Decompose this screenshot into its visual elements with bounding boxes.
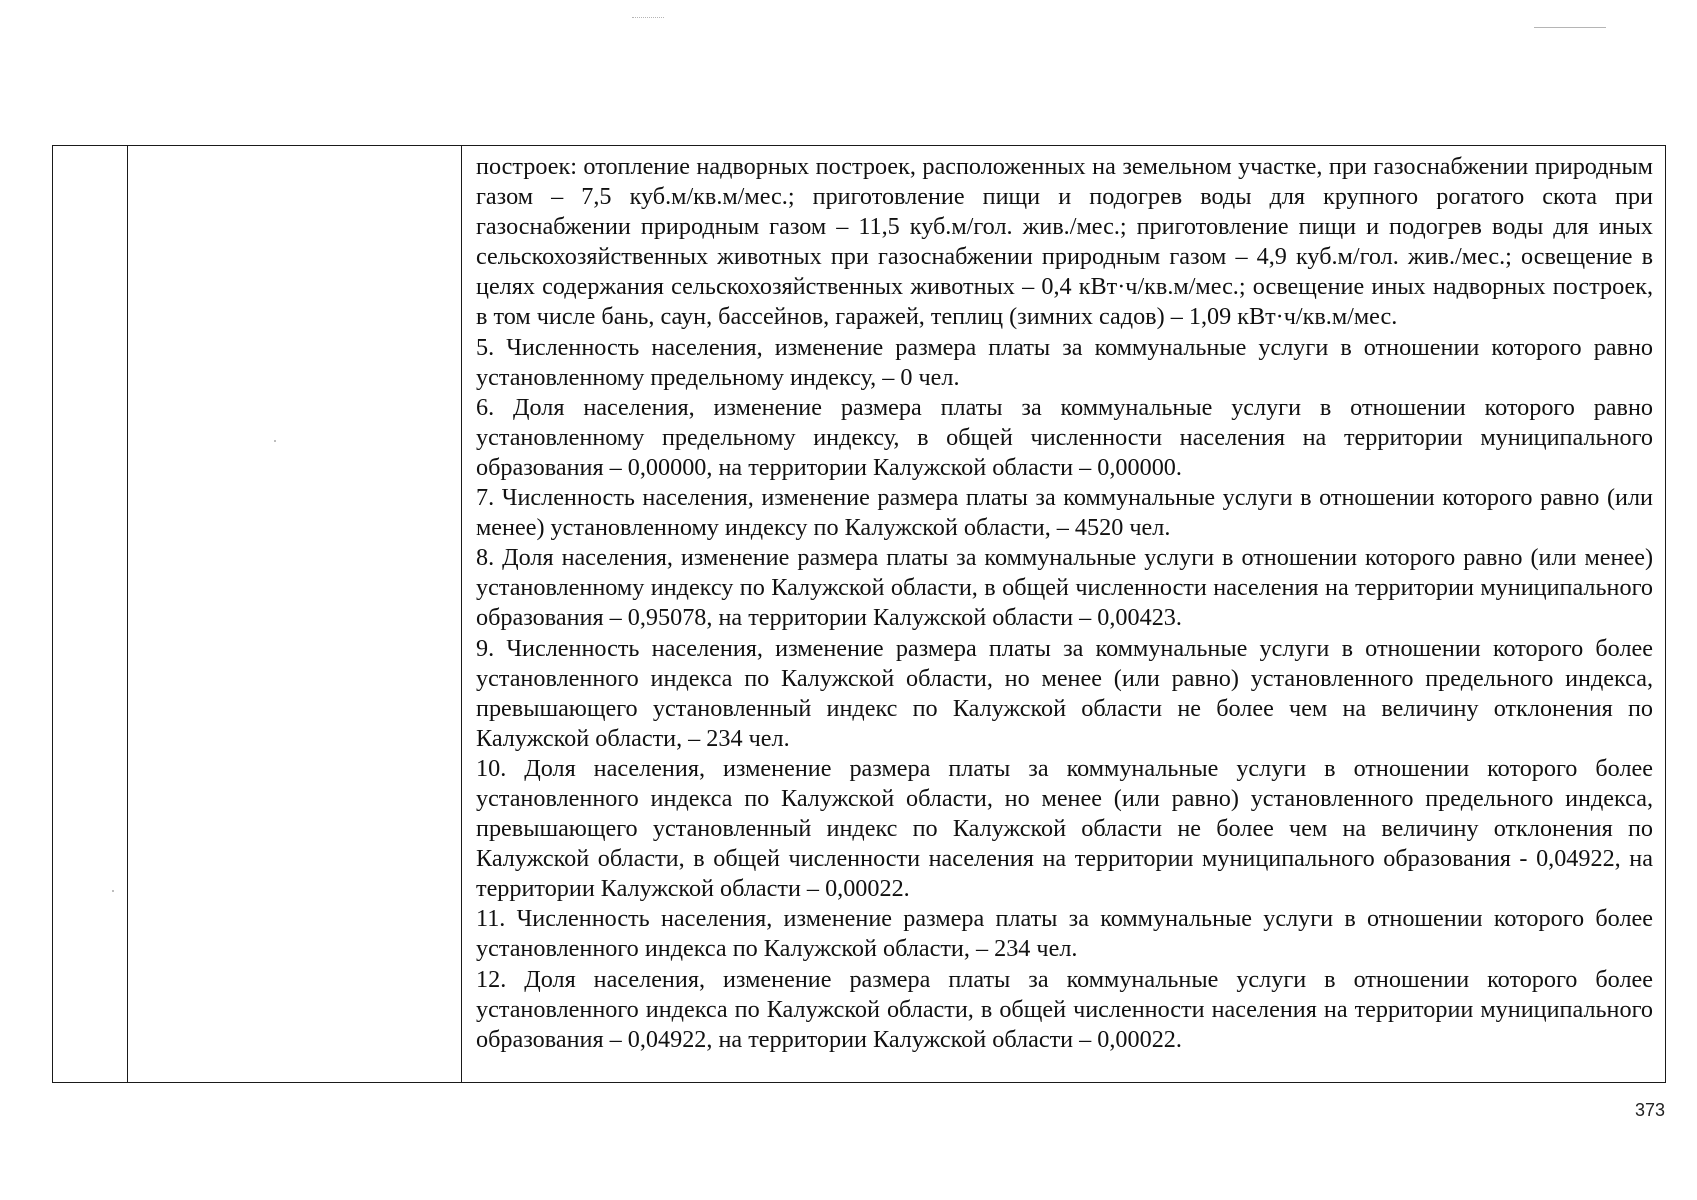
name-cell bbox=[128, 146, 462, 1083]
paragraph-item-8: 8. Доля населения, изменение размера платы за коммунальные услуги в отношении которого равно (или менее) установленному индексу по Калужской области, в общей численности населения на территории муниципального образования – 0,95078, на территории Калужской области – 0,00423. bbox=[476, 544, 1653, 632]
paragraph-item-12: 12. Доля населения, изменение размера платы за коммунальные услуги в отношении которого более установленного индекса по Калужской области, в общей численности населения на территории муниципального образования – 0,04922, на территории Калужской области – 0,00022. bbox=[476, 965, 1653, 1053]
scan-artifact-top-right bbox=[1534, 27, 1606, 28]
table-row bbox=[53, 146, 1666, 1083]
paragraph-item-6: 6. Доля населения, изменение размера платы за коммунальные услуги в отношении которого равно установленному предельному индексу, в общей численности населения на территории муниципального образования – 0,00000, на территории Калужской области – 0,00000. bbox=[476, 393, 1653, 481]
number-cell bbox=[53, 146, 128, 1083]
paragraph-item-7: 7. Численность населения, изменение размера платы за коммунальные услуги в отношении которого равно (или менее) установленному индексу по Калужской области, – 4520 чел. bbox=[476, 484, 1653, 542]
content-cell bbox=[462, 146, 1666, 1083]
scan-artifact-top-center bbox=[632, 17, 664, 18]
paragraph-continuation: построек: отопление надворных построек, расположенных на земельном участке, при газоснабжении природным газом – 7,5 куб.м/кв.м/мес.; приготовление пищи и подогрев воды для крупного рогатого скота при газоснабжении природным газом – 11,5 куб.м/гол. жив./мес.; приготовление пищи и подогрев воды для иных сельскохозяйственных животных при газоснабжении природным газом – 4,9 куб.м/гол. жив./мес.; освещение в целях содержания сельскохозяйственных животных – 0,4 кВт·ч/кв.м/мес.; освещение иных надворных построек, в том числе бань, саун, бассейнов, гаражей, теплиц (зимних садов) – 1,09 кВт·ч/кв.м/мес. bbox=[476, 153, 1653, 331]
paragraph-item-9: 9. Численность населения, изменение размера платы за коммунальные услуги в отношении которого более установленного индекса по Калужской области, но менее (или равно) установленного предельного индекса, превышающего установленный индекс по Калужской области не более чем на величину отклонения по Калужской области, – 234 чел. bbox=[476, 634, 1653, 752]
document-table bbox=[52, 145, 1666, 1083]
paragraph-item-10: 10. Доля населения, изменение размера платы за коммунальные услуги в отношении которого более установленного индекса по Калужской области, но менее (или равно) установленного предельного индекса, превышающего установленный индекс по Калужской области не более чем на величину отклонения по Калужской области, в общей численности населения на территории муниципального образования - 0,04922, на территории Калужской области – 0,00022. bbox=[476, 754, 1653, 903]
paragraph-item-11: 11. Численность населения, изменение размера платы за коммунальные услуги в отношении которого более установленного индекса по Калужской области, – 234 чел. bbox=[476, 905, 1653, 963]
page-number: 373 bbox=[1634, 1100, 1665, 1120]
paragraph-item-5: 5. Численность населения, изменение размера платы за коммунальные услуги в отношении которого равно установленному предельному индексу, – 0 чел. bbox=[476, 333, 1653, 391]
